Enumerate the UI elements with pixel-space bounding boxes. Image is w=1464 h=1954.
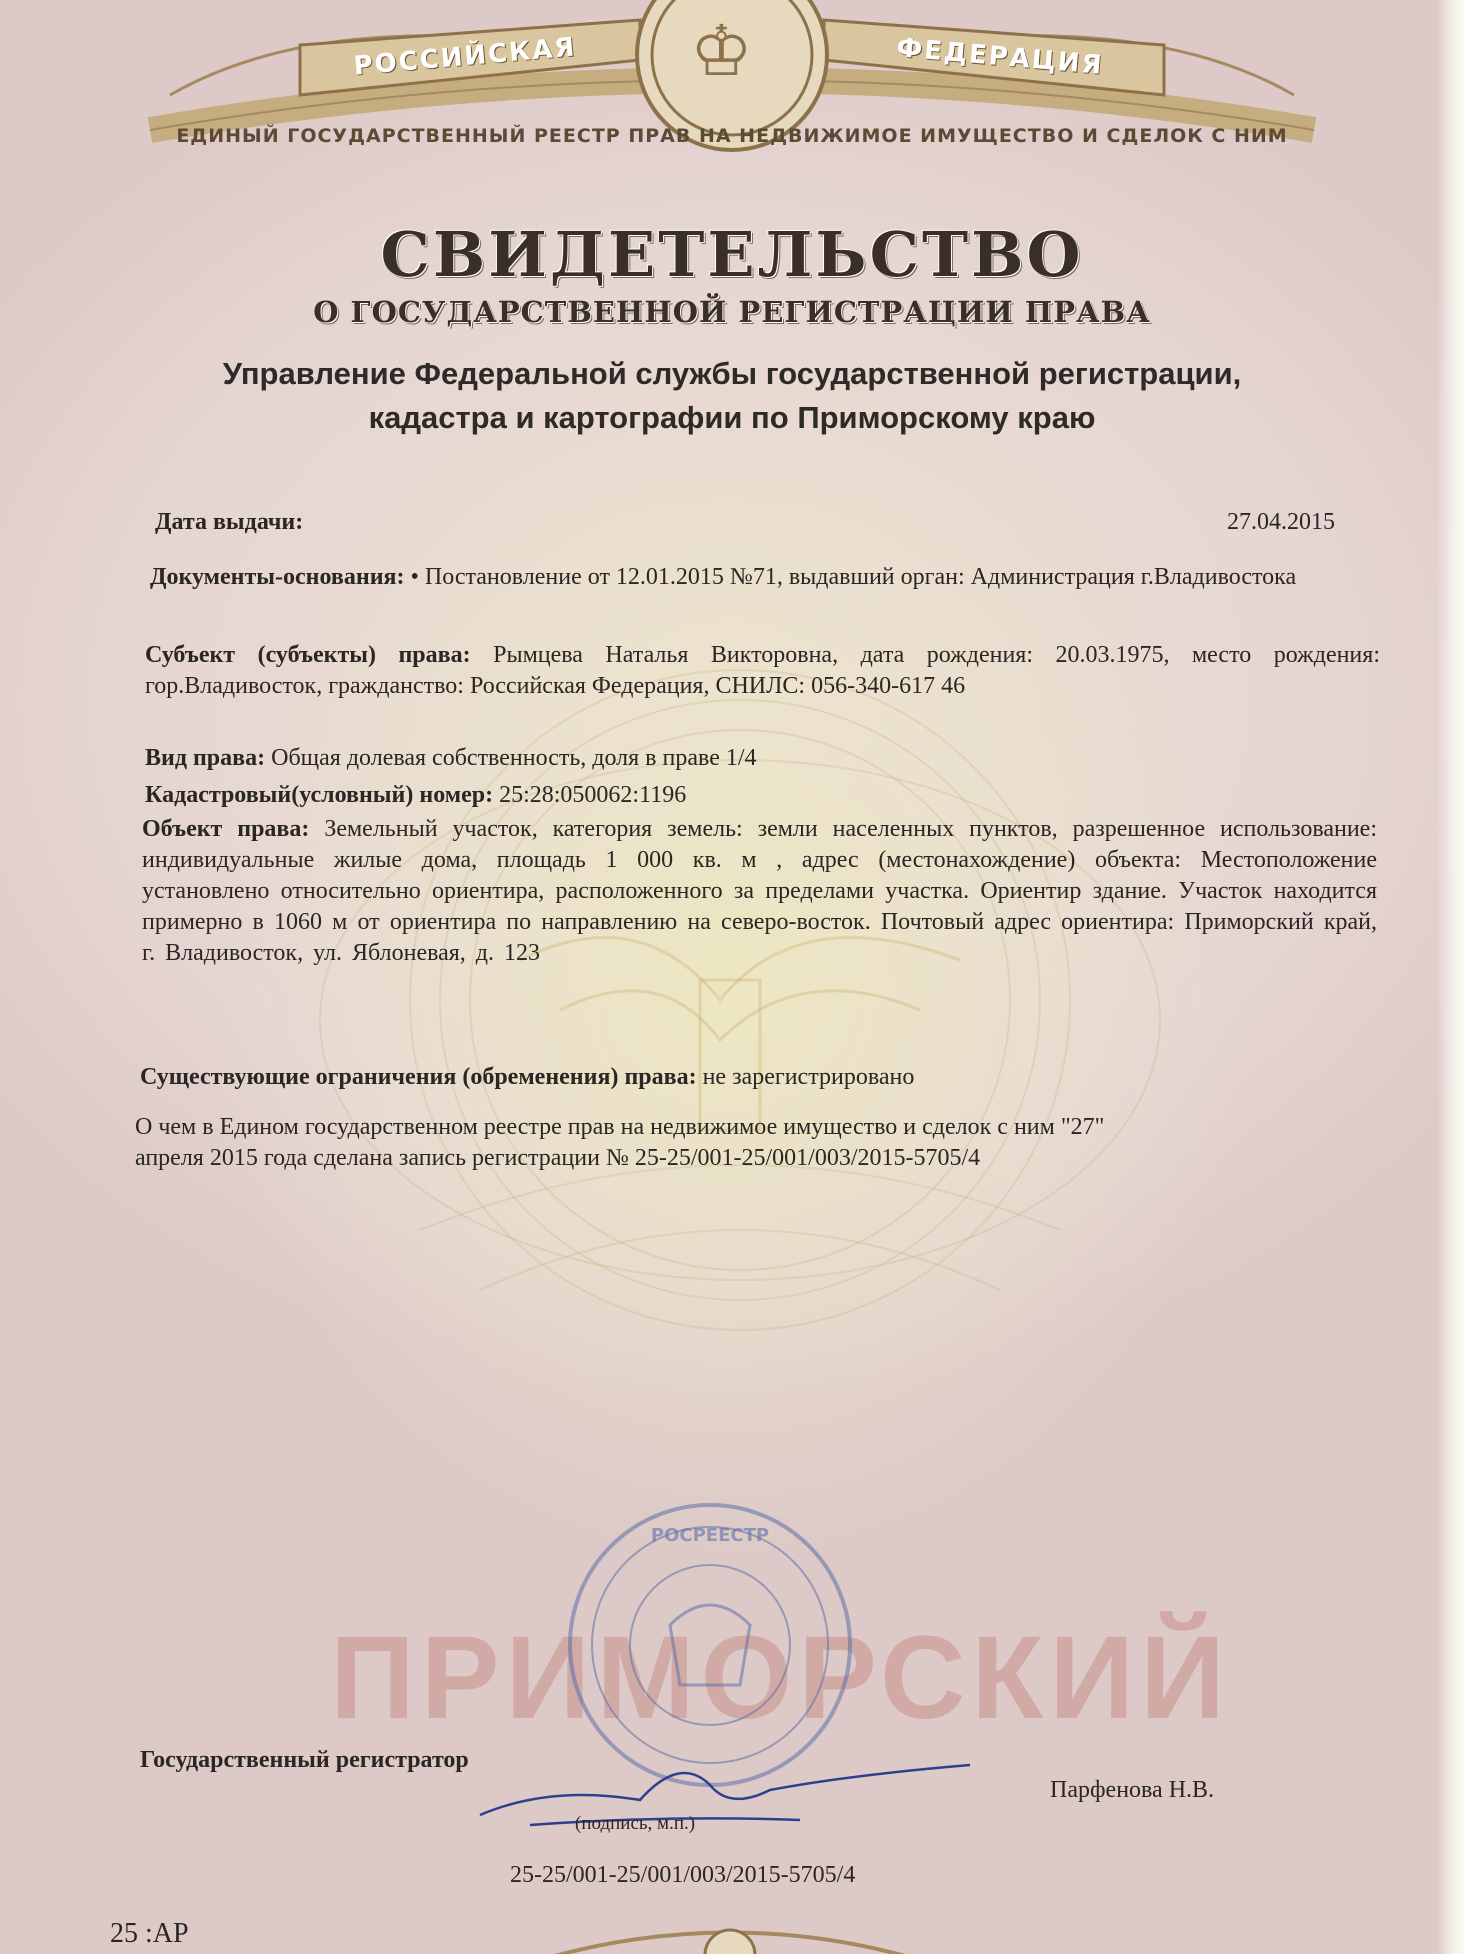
restrictions-row	[140, 1062, 1380, 1093]
agency-line-2: кадастра и картографии по Приморскому краю	[368, 400, 1096, 435]
ribbon-left-text: РОССИЙСКАЯ	[352, 32, 578, 82]
region-watermark: ПРИМОРСКИЙ	[330, 1612, 1232, 1744]
bottom-emblem-icon	[520, 1915, 940, 1954]
issue-date-value: 27.04.2015	[1227, 509, 1335, 535]
signature-caption: (подпись, м.п.)	[575, 1813, 696, 1834]
registrar-label-text: Государственный регистратор	[140, 1747, 469, 1773]
restrictions-value: не зарегистрировано	[702, 1064, 915, 1090]
document-title: СВИДЕТЕЛЬСТВО	[380, 218, 1084, 291]
stamp-text: РОСРЕЕСТР	[650, 1525, 770, 1546]
basis-label: Документы-основания:	[150, 564, 405, 590]
footer-partial-text: 25 :AP	[110, 1918, 189, 1949]
ribbon-right-text: ФЕДЕРАЦИЯ	[895, 33, 1105, 81]
property-object	[142, 814, 1377, 969]
right-type-label: Вид права:	[145, 745, 266, 771]
cadastral-value: 25:28:050062:1196	[499, 782, 687, 808]
basis-value: • Постановление от 12.01.2015 №71, выдавший орган: Администрация г.Владивостока	[410, 564, 1297, 590]
document-subtitle: О ГОСУДАРСТВЕННОЙ РЕГИСТРАЦИИ ПРАВА	[313, 295, 1151, 329]
record-line-1: О чем в Едином государственном реестре прав на недвижимое имущество и сделок с ним "27"	[135, 1114, 1105, 1140]
cadastral-number-row	[145, 780, 1385, 811]
subject-label: Субъект (субъекты) права:	[145, 642, 471, 668]
registrar-name: Парфенова Н.В.	[1050, 1777, 1215, 1803]
issuing-agency	[0, 352, 1464, 440]
registration-record	[135, 1112, 1380, 1174]
registrar-label	[140, 1745, 580, 1776]
basis-documents	[150, 562, 1330, 593]
subject-value: Рымцева Наталья Викторовна, дата рождения: 20.03.1975, место рождения: гор.Владивосток, гражданство: Российская Федерация, СНИЛС: 056-340-617 46	[145, 642, 1380, 699]
footer-record-number: 25-25/001-25/001/003/2015-5705/4	[510, 1862, 856, 1888]
registry-line: ЕДИНЫЙ ГОСУДАРСТВЕННЫЙ РЕЕСТР ПРАВ НА НЕДВИЖИМОЕ ИМУЩЕСТВО И СДЕЛОК С НИМ	[176, 125, 1288, 147]
right-type-value: Общая долевая собственность, доля в праве 1/4	[271, 745, 757, 771]
rights-holder	[145, 640, 1380, 702]
restrictions-label: Существующие ограничения (обременения) права:	[140, 1064, 697, 1090]
cadastral-label: Кадастровый(условный) номер:	[145, 782, 494, 808]
right-type-row	[145, 743, 1385, 774]
emblem-eagle-icon: ♔	[690, 14, 753, 91]
object-value: Земельный участок, категория земель: земли населенных пунктов, разрешенное использование: индивидуальные жилые дома, площадь 1 000 кв. м , адрес (местонахождение) объекта: Местоположение установлено относительно ориентира, расположенного за пределами участка. Ориентир здание. Участок находится примерно в 1060 м от ориентира по направлению на северо-восток. Почтовый адрес ориентира: Приморский край, г. Владивосток, ул. Яблоневая, д. 123	[142, 816, 1378, 966]
issue-date-label: Дата выдачи:	[155, 509, 304, 535]
issue-date-row	[155, 507, 1335, 538]
agency-line-1: Управление Федеральной службы государственной регистрации,	[222, 356, 1242, 391]
object-label: Объект права:	[142, 816, 310, 842]
record-line-2: апреля 2015 года сделана запись регистрации № 25-25/001-25/001/003/2015-5705/4	[135, 1145, 981, 1171]
